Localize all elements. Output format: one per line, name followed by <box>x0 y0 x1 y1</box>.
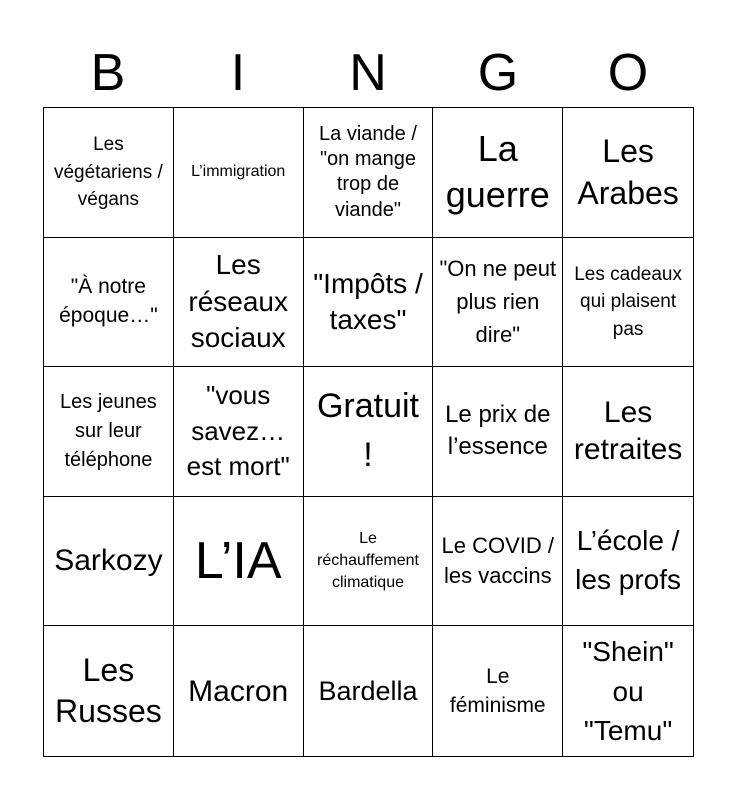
cell-label: Gratuit ! <box>316 387 419 475</box>
cell-label: Sarkozy <box>54 544 163 578</box>
cell-label: Macron <box>188 674 289 708</box>
bingo-cell-r3c1[interactable] <box>44 367 174 497</box>
cell-label: Les cadeaux qui plaisent pas <box>574 263 682 340</box>
bingo-cell-r2c3[interactable] <box>304 238 434 368</box>
cell-label: La guerre <box>445 127 550 216</box>
bingo-cell-r1c4[interactable] <box>433 108 563 238</box>
cell-label: "Impôts / taxes" <box>313 267 423 335</box>
cell-label: Les Russes <box>55 651 162 730</box>
bingo-cell-r1c2[interactable] <box>174 108 304 238</box>
cell-label: Le COVID / les vaccins <box>441 533 555 589</box>
bingo-header <box>43 40 693 106</box>
cell-label: Les végétariens / végans <box>53 133 163 211</box>
bingo-cell-r5c3[interactable] <box>304 626 434 756</box>
cell-label: Les réseaux sociaux <box>188 249 288 354</box>
bingo-cell-r5c2[interactable] <box>174 626 304 756</box>
bingo-cell-r3c5[interactable] <box>563 367 693 497</box>
bingo-cell-r2c2[interactable] <box>174 238 304 368</box>
header-letter-g: G <box>477 44 519 102</box>
cell-label: L’IA <box>194 532 282 591</box>
cell-label: Les Arabes <box>577 133 679 212</box>
bingo-cell-r4c5[interactable] <box>563 497 693 627</box>
header-letter-o: O <box>607 44 649 102</box>
bingo-cell-r1c5[interactable] <box>563 108 693 238</box>
bingo-cell-r3c2[interactable] <box>174 367 304 497</box>
bingo-grid <box>43 107 694 757</box>
cell-label: "À notre époque…" <box>59 275 158 327</box>
header-letter-i: I <box>230 44 246 102</box>
cell-label: Le féminisme <box>449 664 546 718</box>
cell-label: L’école / les profs <box>575 525 681 596</box>
bingo-cell-r2c4[interactable] <box>433 238 563 368</box>
bingo-cell-r3c4[interactable] <box>433 367 563 497</box>
cell-label: L’immigration <box>191 162 286 180</box>
cell-label: La viande / "on mange trop de viande" <box>319 122 417 221</box>
bingo-cell-r1c3[interactable] <box>304 108 434 238</box>
bingo-cell-r4c4[interactable] <box>433 497 563 627</box>
bingo-cell-r3c3[interactable] <box>304 367 434 497</box>
cell-label: Bardella <box>318 675 418 706</box>
bingo-cell-r2c5[interactable] <box>563 238 693 368</box>
bingo-cell-r5c4[interactable] <box>433 626 563 756</box>
cell-label: Les jeunes sur leur téléphone <box>60 390 157 471</box>
cell-label: "On ne peut plus rien dire" <box>439 256 557 348</box>
bingo-cell-r2c1[interactable] <box>44 238 174 368</box>
cell-label: "Shein" ou "Temu" <box>582 636 674 746</box>
bingo-cell-r5c5[interactable] <box>563 626 693 756</box>
bingo-cell-r5c1[interactable] <box>44 626 174 756</box>
cell-label: Le réchauffement climatique <box>316 529 419 592</box>
cell-label: Les retraites <box>573 395 683 467</box>
bingo-cell-r4c2[interactable] <box>174 497 304 627</box>
cell-label: Le prix de l’essence <box>445 401 551 461</box>
bingo-cell-r4c3[interactable] <box>304 497 434 627</box>
header-letter-b: B <box>90 44 126 102</box>
header-letter-n: N <box>349 44 387 102</box>
cell-label: "vous savez… est mort" <box>186 380 290 482</box>
bingo-cell-r4c1[interactable] <box>44 497 174 627</box>
bingo-cell-r1c1[interactable] <box>44 108 174 238</box>
